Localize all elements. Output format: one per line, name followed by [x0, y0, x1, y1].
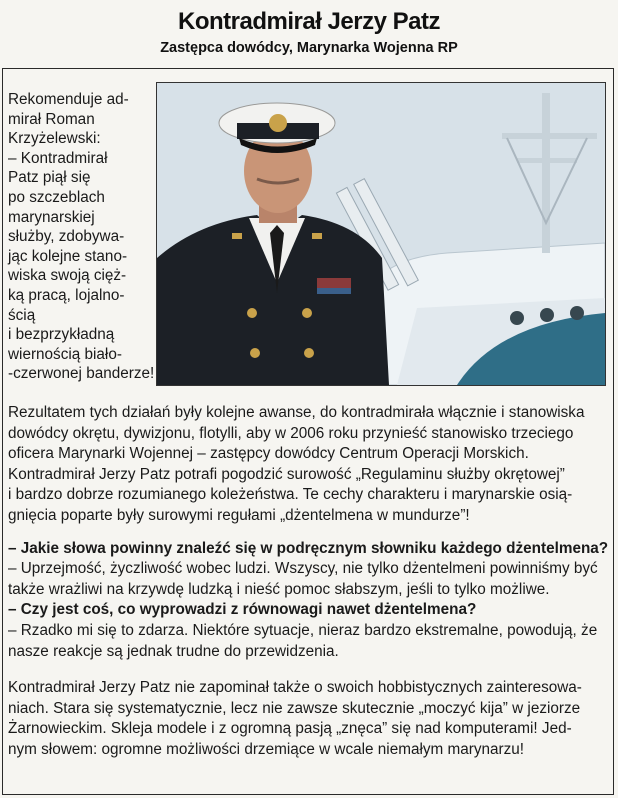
- interview-question: – Czy jest coś, co wyprowadzi z równowagi nawet dżentelmena?: [8, 601, 477, 619]
- body-line: Rezultatem tych działań były kolejne awanse, do kontradmirała włącznie i stanowiska: [8, 404, 585, 421]
- body-line: oficera Marynarki Wojennej – zastępcy dowódcy Centrum Operacji Morskich.: [8, 445, 529, 463]
- intro-line: -czerwonej banderze!: [8, 365, 155, 383]
- interview-answer-line: – Rzadko mi się to zdarza. Niektóre sytuacje, nieraz bardzo ekstremalne, powodują, że: [8, 621, 598, 639]
- intro-line: wiska swoją cięż-: [8, 267, 127, 285]
- intro-line: Krzyżelewski:: [8, 130, 101, 148]
- body-line: Kontradmirał Jerzy Patz nie zapominał także o swoich hobbistycznych zainteresowa-: [8, 679, 582, 697]
- body-line: dowódcy okrętu, dywizjonu, flotylli, aby w 2006 roku przynieść stanowisko trzeciego: [8, 424, 574, 442]
- body-line: gnięcia poparte były surowymi regułami „dżentelmena w mundurze”!: [8, 506, 470, 524]
- intro-column: [8, 90, 156, 384]
- intro-line: ścią: [8, 306, 36, 324]
- intro-line: Patz piął się: [8, 169, 91, 187]
- interview-answer-line: także wrażliwi na krzywdę ludzką i nieść pomoc słabszym, jeśli to tylko możliwe.: [8, 580, 550, 598]
- intro-line: jąc kolejne stano-: [8, 247, 128, 265]
- body-line: i bardzo dobrze rozumianego koleżeństwa. Te cechy charakteru i marynarskie osią-: [8, 486, 573, 504]
- article-subtitle: Zastępca dowódcy, Marynarka Wojenna RP: [160, 40, 458, 56]
- interview-question: – Jakie słowa powinny znaleźć się w podręcznym słowniku każdego dżentelmena?: [8, 539, 609, 557]
- intro-line: wiernością biało-: [8, 345, 122, 363]
- intro-line: ką pracą, lojalno-: [8, 286, 125, 304]
- interview-answer-line: nasze reakcje są jednak trudne do przewidzenia.: [8, 642, 339, 660]
- body-line: Żarnowieckim. Skleja modele i z ogromną pasją „znęca” się nad komputerami! Jed-: [8, 720, 572, 738]
- body-line: Kontradmirał Jerzy Patz potrafi pogodzić surowość „Regulaminu służby okrętowej”: [8, 465, 565, 483]
- intro-line: Rekomenduje ad-: [8, 91, 129, 108]
- intro-line: służby, zdobywa-: [8, 228, 125, 246]
- article-body: [8, 403, 612, 761]
- portrait-photo: [156, 82, 606, 386]
- intro-line: – Kontradmirał: [8, 149, 108, 167]
- interview-answer-line: – Uprzejmość, życzliwość wobec ludzi. Wszyscy, nie tylko dżentelmeni powinniśmy być: [8, 560, 598, 578]
- intro-line: mirał Roman: [8, 110, 95, 128]
- intro-line: i bezprzykładną: [8, 326, 115, 344]
- portrait-illustration: [157, 83, 605, 385]
- intro-line: marynarskiej: [8, 208, 95, 226]
- body-line: nym słowem: ogromne możliwości drzemiące w wcale niemałym marynarzu!: [8, 740, 524, 758]
- body-line: niach. Stara się systematycznie, lecz nie zawsze skutecznie „moczyć kija” w jeziorze: [8, 699, 581, 717]
- article-title: Kontradmirał Jerzy Patz: [178, 8, 440, 35]
- intro-line: po szczeblach: [8, 188, 105, 206]
